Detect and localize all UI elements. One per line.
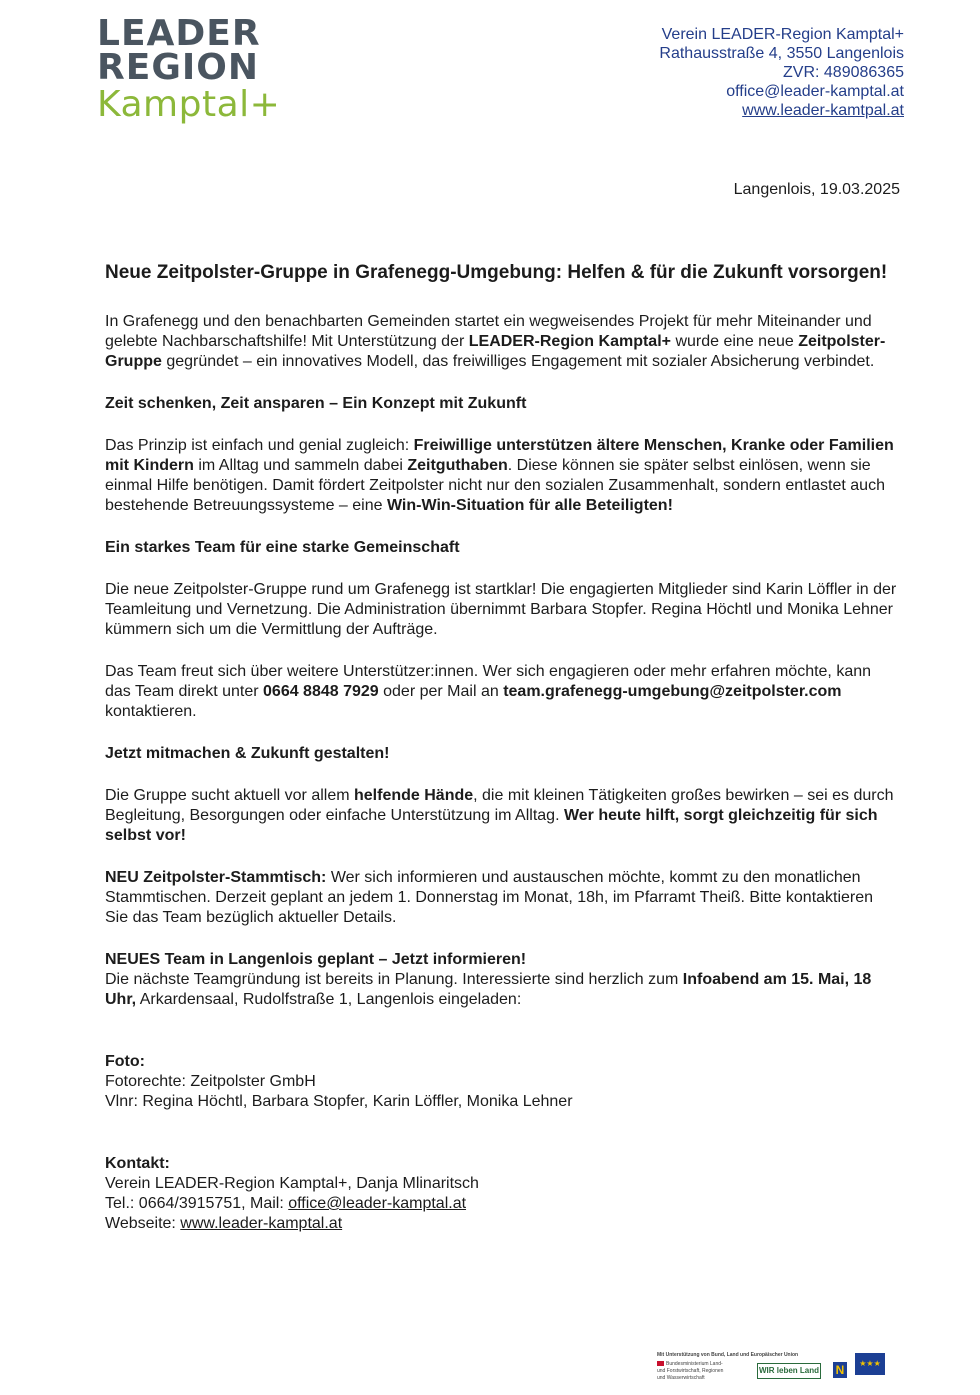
page-title: Neue Zeitpolster-Gruppe in Grafenegg-Umgebung: Helfen & für die Zukunft vorsorgen! xyxy=(105,262,888,283)
kontakt-tel-mail: Tel.: 0664/3915751, Mail: office@leader-kamptal.at xyxy=(105,1195,467,1212)
kontakt-web-link[interactable]: www.leader-kamptal.at xyxy=(180,1215,343,1232)
wir-leben-land-logo: WIR leben Land xyxy=(757,1363,821,1379)
langenlois-heading: NEUES Team in Langenlois geplant – Jetzt informieren! xyxy=(105,951,527,968)
logo-line-leader: LEADER xyxy=(97,13,261,54)
contact-address: Rathausstraße 4, 3550 Langenlois xyxy=(659,45,904,62)
section1-heading: Zeit schenken, Zeit ansparen – Ein Konzept mit Zukunft xyxy=(105,395,527,412)
contact-email[interactable]: office@leader-kamptal.at xyxy=(726,83,904,100)
kontakt-web: Webseite: www.leader-kamptal.at xyxy=(105,1215,343,1232)
funding-support-text: Mit Unterstützung von Bund, Land und Europäischer Union xyxy=(657,1352,799,1358)
funding-logos xyxy=(655,1345,885,1387)
contact-web-link[interactable]: www.leader-kamtpal.at xyxy=(742,102,904,119)
section2-paragraph-contact: Das Team freut sich über weitere Unterstützer:innen. Wer sich engagieren oder mehr erfahren möchte, kann das Team direkt unter 0664 8848 7929 oder per Mail an team.grafenegg-umgebung@zeitpolster.com kontaktieren. xyxy=(105,663,872,720)
section2-heading: Ein starkes Team für eine starke Gemeinschaft xyxy=(105,539,460,556)
ministry-logo: Bundesministerium Land- und Forstwirtschaft, Regionen und Wasserwirtschaft xyxy=(657,1361,724,1381)
section1-paragraph: Das Prinzip ist einfach und genial zugleich: Freiwillige unterstützen ältere Menschen, Kranke oder Familien mit Kindern im Alltag und sammeln dabei Zeitguthaben. Diese können sie später selbst einlösen, wenn sie einmal Hilfe benötigen. Damit fördert Zeitpolster nicht nur den sozialen Zusammenhalt, sondern entlastet auch bestehende Betreuungssysteme – eine Win-Win-Situation für alle Beteiligten! xyxy=(105,437,894,514)
noe-logo: N xyxy=(833,1362,847,1378)
austria-flag-icon xyxy=(657,1361,664,1366)
foto-names: Vlnr: Regina Höchtl, Barbara Stopfer, Karin Löffler, Monika Lehner xyxy=(105,1093,573,1110)
contact-org: Verein LEADER-Region Kamptal+ xyxy=(661,26,904,43)
letterhead-contact xyxy=(659,25,904,120)
foto-rights: Fotorechte: Zeitpolster GmbH xyxy=(105,1073,316,1090)
section3-paragraph: Die Gruppe sucht aktuell vor allem helfende Hände, die mit kleinen Tätigkeiten großes bewirken – sei es durch Begleitung, Besorgungen oder einfache Unterstützung im Alltag. Wer heute hilft, sorgt gleichzeitig für sich selbst vor! xyxy=(105,787,894,844)
eu-flag-icon: ★★★ xyxy=(855,1353,885,1375)
kontakt-mail-link[interactable]: office@leader-kamptal.at xyxy=(288,1195,467,1212)
langenlois-paragraph: Die nächste Teamgründung ist bereits in Planung. Interessierte sind herzlich zum Infoabend am 15. Mai, 18 Uhr, Arkardensaal, Rudolfstraße 1, Langenlois eingeladen: xyxy=(105,971,872,1008)
press-release-body xyxy=(105,262,900,1234)
intro-paragraph: In Grafenegg und den benachbarten Gemeinden startet ein wegweisendes Projekt für mehr Miteinander und gelebte Nachbarschaftshilfe! Mit Unterstützung der LEADER-Region Kamptal+ wurde eine neue Zeitpolster-Gruppe gegründet – ein innovatives Modell, das freiwilliges Engagement mit sozialer Absicherung verbindet. xyxy=(105,313,886,370)
stammtisch-paragraph: NEU Zeitpolster-Stammtisch: Wer sich informieren und austauschen möchte, kommt zu den monatlichen Stammtischen. Derzeit geplant an jedem 1. Donnerstag im Monat, 18h, im Pfarramt Theiß. Bitte kontaktieren Sie das Team bezüglich aktueller Details. xyxy=(105,869,874,926)
section2-paragraph-team: Die neue Zeitpolster-Gruppe rund um Grafenegg ist startklar! Die engagierten Mitglieder sind Karin Löffler in der Teamleitung und Vernetzung. Die Administration übernimmt Barbara Stopfer. Regina Höchtl und Monika Lehner kümmern sich um die Vermittlung der Aufträge. xyxy=(105,581,897,638)
section3-heading: Jetzt mitmachen & Zukunft gestalten! xyxy=(105,745,390,762)
logo-line-kamptal: Kamptal+ xyxy=(97,84,281,125)
kontakt-org: Verein LEADER-Region Kamptal+, Danja Mlinaritsch xyxy=(105,1175,479,1192)
leader-logo xyxy=(97,13,281,125)
letter-date: Langenlois, 19.03.2025 xyxy=(733,181,900,198)
foto-heading: Foto: xyxy=(105,1053,145,1070)
kontakt-heading: Kontakt: xyxy=(105,1155,170,1172)
logo-line-region: REGION xyxy=(97,47,259,88)
contact-zvr: ZVR: 489086365 xyxy=(783,64,904,81)
